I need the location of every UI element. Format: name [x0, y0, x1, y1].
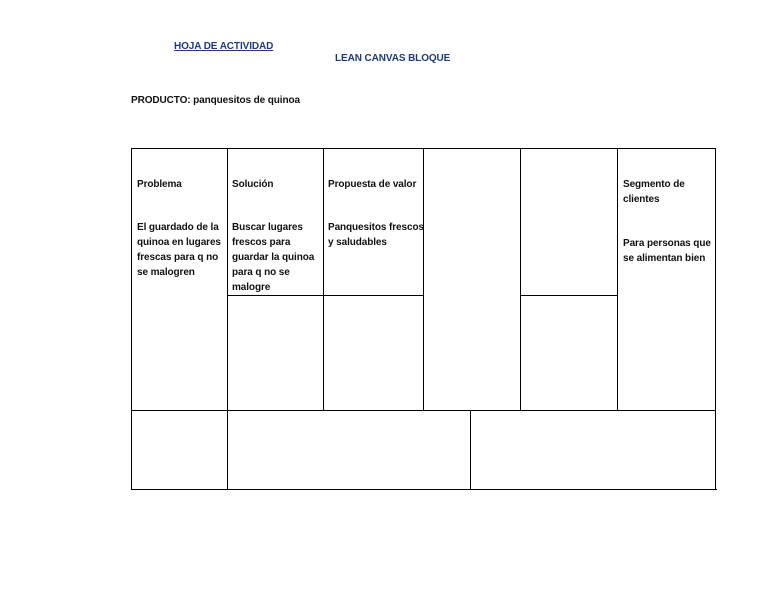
value-proposition-text [328, 220, 424, 250]
problem-line: frescas para q no [137, 252, 219, 263]
customer-segments-line: Para personas que [623, 238, 711, 249]
grid-border-left [131, 148, 132, 490]
value-proposition-line: y saludables [328, 237, 387, 248]
problem-heading: Problema [137, 179, 182, 190]
solution-divider [227, 295, 424, 296]
problem-line: quinoa en lugares [137, 237, 221, 248]
value-proposition-line: Panquesitos frescos [328, 222, 424, 233]
solution-line: guardar la quinoa [232, 252, 315, 263]
grid-divider-col4 [520, 148, 521, 411]
grid-divider-col1 [227, 148, 228, 411]
activity-sheet-link[interactable]: HOJA DE ACTIVIDAD [174, 41, 274, 52]
customer-segments-line: se alimentan bien [623, 253, 706, 264]
grid-divider-bottom1 [227, 410, 228, 490]
customer-segments-heading-line: clientes [623, 194, 660, 205]
problem-line: El guardado de la [137, 222, 219, 233]
grid-divider-col3 [423, 148, 424, 411]
value-proposition-heading: Propuesta de valor [328, 179, 417, 190]
customer-segments-heading [623, 177, 685, 207]
solution-line: malogre [232, 282, 271, 293]
product-label: PRODUCTO: panquesitos de quinoa [131, 95, 300, 106]
solution-line: Buscar lugares [232, 222, 303, 233]
grid-divider-col5 [617, 148, 618, 411]
problem-line: se malogren [137, 267, 195, 278]
grid-divider-col2 [323, 148, 324, 411]
customer-segments-heading-line: Segmento de [623, 179, 685, 190]
problem-text [137, 220, 221, 280]
grid-border-right [715, 148, 716, 490]
customer-segments-text [623, 236, 711, 266]
channels-divider [520, 295, 618, 296]
solution-text [232, 220, 314, 295]
solution-line: frescos para [232, 237, 291, 248]
solution-line: para q no se [232, 267, 290, 278]
document-title: LEAN CANVAS BLOQUE [335, 53, 451, 64]
grid-border-bottom [131, 489, 717, 490]
grid-divider-bottom2 [470, 410, 471, 490]
solution-heading: Solución [232, 179, 274, 190]
